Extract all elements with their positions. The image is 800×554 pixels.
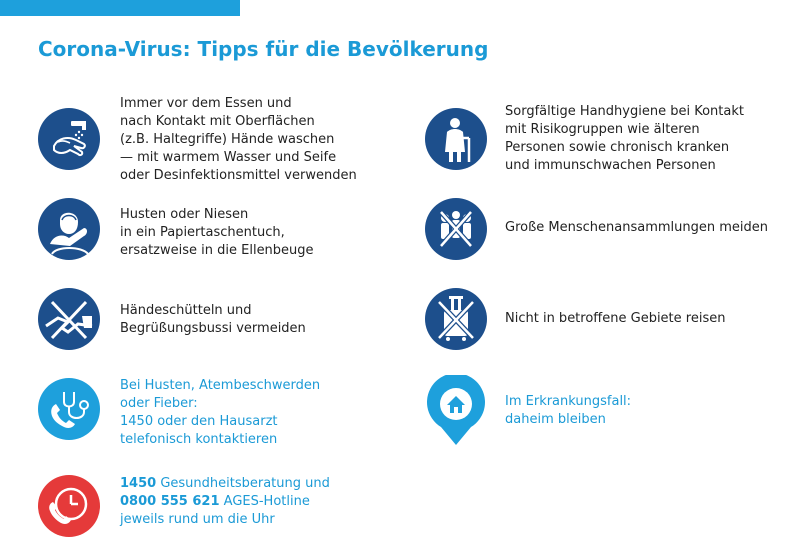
top-accent-bar [0,0,240,16]
home-location-pin-icon [425,375,487,445]
tip-cough-text: Husten oder Niesen in ein Papiertaschentuch, ersatzweise in die Ellenbeuge [120,207,314,258]
ages-hotline-number: 0800 555 621 [120,494,220,509]
no-crowds-icon [425,198,487,260]
tip-travel-text: Nicht in betroffene Gebiete reisen [505,311,726,326]
tip-handshake-text: Händeschütteln und Begrüßungsbussi vermeiden [120,303,306,336]
page-title: Corona-Virus: Tipps für die Bevölkerung [38,37,489,61]
tip-home-text: Im Erkrankungsfall: daheim bleiben [505,394,632,427]
no-handshake-icon [38,288,100,350]
phone-stethoscope-icon [38,378,100,440]
elderly-person-icon [425,108,487,170]
tip-phone-text: Bei Husten, Atembeschwerden oder Fieber: 1450 oder den Hausarzt telefonisch kontaktieren [120,378,321,447]
hand-washing-icon [38,108,100,170]
no-travel-luggage-icon [425,288,487,350]
tip-crowds-text: Große Menschenansammlungen meiden [505,220,769,235]
sneeze-into-elbow-icon [38,198,100,260]
clock-phone-icon [38,475,100,537]
tip-hotline-text: 1450 Gesundheitsberatung und 0800 555 621 AGES-Hotline jeweils rund um die Uhr [120,476,330,527]
tip-hygiene-risk-text: Sorgfältige Handhygiene bei Kontakt mit Risikogruppen wie älteren Personen sowie chronisch kranken und immunschwachen Personen [505,104,744,173]
hotline-1450-number: 1450 [120,476,157,491]
tip-wash-text: Immer vor dem Essen und nach Kontakt mit Oberflächen (z.B. Haltegriffe) Hände waschen — mit warmem Wasser und Seife oder Desinfektionsmittel verwenden [120,96,357,183]
